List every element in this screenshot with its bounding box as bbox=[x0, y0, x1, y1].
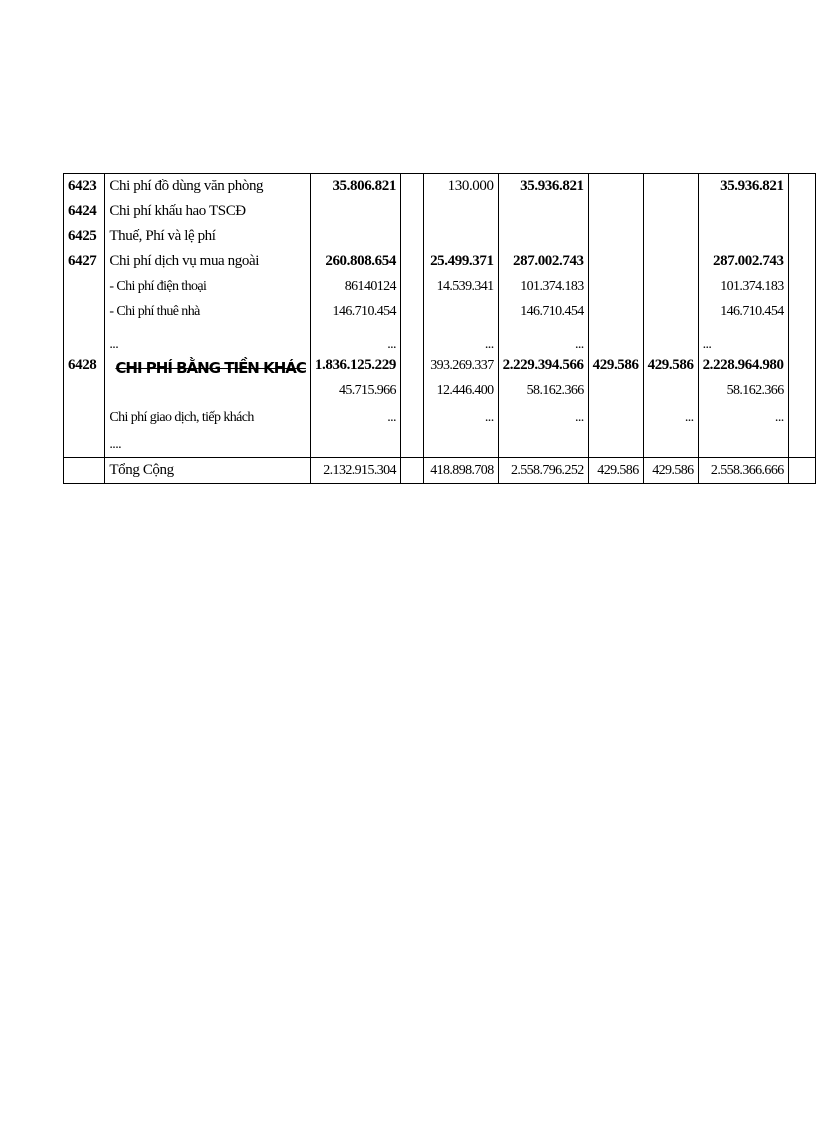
cell-c8 bbox=[788, 274, 815, 299]
table-row bbox=[64, 249, 816, 274]
cell-c3 bbox=[423, 199, 498, 224]
cell-c8 bbox=[788, 249, 815, 274]
account-code bbox=[64, 432, 105, 458]
cell-c4 bbox=[498, 224, 588, 249]
cell-c2 bbox=[400, 403, 423, 432]
cell-c4: ... bbox=[498, 324, 588, 353]
account-code bbox=[64, 299, 105, 324]
account-code: 6427 bbox=[64, 249, 105, 274]
cell-c4: 35.936.821 bbox=[498, 174, 588, 200]
total-row bbox=[64, 458, 816, 484]
cell-c1: 146.710.454 bbox=[310, 299, 400, 324]
account-name: - Chi phí điện thoại bbox=[105, 274, 310, 299]
cell-c5 bbox=[588, 432, 643, 458]
table-row bbox=[64, 199, 816, 224]
table-row bbox=[64, 274, 816, 299]
account-code bbox=[64, 324, 105, 353]
cell-c5: 429.586 bbox=[588, 353, 643, 378]
cell-c5 bbox=[588, 274, 643, 299]
cell-c1 bbox=[310, 199, 400, 224]
cell-c2 bbox=[400, 378, 423, 403]
cell-c4 bbox=[498, 199, 588, 224]
cell-c4: 146.710.454 bbox=[498, 299, 588, 324]
cell-c8 bbox=[788, 403, 815, 432]
cell-c7 bbox=[698, 224, 788, 249]
cell-c4: 2.229.394.566 bbox=[498, 353, 588, 378]
account-code: 6424 bbox=[64, 199, 105, 224]
total-c3: 418.898.708 bbox=[423, 458, 498, 484]
cell-c4: 287.002.743 bbox=[498, 249, 588, 274]
cell-c8 bbox=[788, 353, 815, 378]
account-name: .... bbox=[105, 432, 310, 458]
account-name: Chi phí đồ dùng văn phòng bbox=[105, 174, 310, 200]
account-code: 6428 bbox=[64, 353, 105, 378]
cell-c8 bbox=[788, 299, 815, 324]
cell-c6 bbox=[643, 174, 698, 200]
cell-c7: 287.002.743 bbox=[698, 249, 788, 274]
account-name: Chi phí giao dịch, tiếp khách bbox=[105, 403, 310, 432]
cell-c2 bbox=[400, 353, 423, 378]
cell-c1: 1.836.125.229 bbox=[310, 353, 400, 378]
total-c1: 2.132.915.304 bbox=[310, 458, 400, 484]
total-c5: 429.586 bbox=[588, 458, 643, 484]
cell-c3 bbox=[423, 299, 498, 324]
cell-c1: 260.808.654 bbox=[310, 249, 400, 274]
total-c8 bbox=[788, 458, 815, 484]
total-label: Tổng Cộng bbox=[105, 458, 310, 484]
cell-c4: 101.374.183 bbox=[498, 274, 588, 299]
cell-c6 bbox=[643, 324, 698, 353]
cell-c2 bbox=[400, 274, 423, 299]
account-code bbox=[64, 274, 105, 299]
cell-c7: ... bbox=[698, 403, 788, 432]
cell-c2 bbox=[400, 324, 423, 353]
cell-c5 bbox=[588, 174, 643, 200]
cell-c7: 58.162.366 bbox=[698, 378, 788, 403]
cell-c2 bbox=[400, 432, 423, 458]
account-code: 6425 bbox=[64, 224, 105, 249]
cell-c6 bbox=[643, 378, 698, 403]
table-row bbox=[64, 299, 816, 324]
expense-table-container bbox=[63, 173, 816, 484]
account-code bbox=[64, 458, 105, 484]
cell-c6 bbox=[643, 199, 698, 224]
cell-c3: ... bbox=[423, 403, 498, 432]
cell-c4: ... bbox=[498, 403, 588, 432]
cell-c5 bbox=[588, 224, 643, 249]
cell-c7: 146.710.454 bbox=[698, 299, 788, 324]
expense-table bbox=[63, 173, 816, 484]
cell-c5 bbox=[588, 199, 643, 224]
cell-c1: 35.806.821 bbox=[310, 174, 400, 200]
cell-c1: ... bbox=[310, 324, 400, 353]
cell-c3: 130.000 bbox=[423, 174, 498, 200]
cell-c5 bbox=[588, 249, 643, 274]
cell-c2 bbox=[400, 174, 423, 200]
cell-c4: 58.162.366 bbox=[498, 378, 588, 403]
cell-c6: 429.586 bbox=[643, 353, 698, 378]
cell-c3: 25.499.371 bbox=[423, 249, 498, 274]
cell-c3: 12.446.400 bbox=[423, 378, 498, 403]
cell-c6 bbox=[643, 299, 698, 324]
cell-c3: 393.269.337 bbox=[423, 353, 498, 378]
cell-c7 bbox=[698, 199, 788, 224]
cell-c1: 86140124 bbox=[310, 274, 400, 299]
cell-c7: ... bbox=[698, 324, 788, 353]
table-row bbox=[64, 353, 816, 378]
table-row bbox=[64, 324, 816, 353]
cell-c3: 14.539.341 bbox=[423, 274, 498, 299]
table-row bbox=[64, 403, 816, 432]
account-name bbox=[105, 353, 310, 378]
total-c6: 429.586 bbox=[643, 458, 698, 484]
cell-c1: ... bbox=[310, 403, 400, 432]
account-name: - Chi phí thuê nhà bbox=[105, 299, 310, 324]
cell-c2 bbox=[400, 199, 423, 224]
table-row bbox=[64, 174, 816, 200]
cell-c8 bbox=[788, 432, 815, 458]
cell-c3 bbox=[423, 432, 498, 458]
account-code bbox=[64, 403, 105, 432]
total-c2 bbox=[400, 458, 423, 484]
cell-c5 bbox=[588, 299, 643, 324]
account-name bbox=[105, 378, 310, 403]
cell-c3 bbox=[423, 224, 498, 249]
cell-c7: 35.936.821 bbox=[698, 174, 788, 200]
cell-c6 bbox=[643, 224, 698, 249]
cell-c1 bbox=[310, 432, 400, 458]
account-name: Thuế, Phí và lệ phí bbox=[105, 224, 310, 249]
cell-c2 bbox=[400, 249, 423, 274]
cell-c7: 2.228.964.980 bbox=[698, 353, 788, 378]
cell-c5 bbox=[588, 403, 643, 432]
cell-c2 bbox=[400, 299, 423, 324]
strikethrough-title: CHI PHÍ BẰNG TIỀN KHÁC bbox=[115, 359, 306, 377]
account-name: ... bbox=[105, 324, 310, 353]
cell-c1 bbox=[310, 224, 400, 249]
cell-c8 bbox=[788, 174, 815, 200]
cell-c2 bbox=[400, 224, 423, 249]
cell-c8 bbox=[788, 324, 815, 353]
table-row bbox=[64, 432, 816, 458]
cell-c6 bbox=[643, 249, 698, 274]
table-row bbox=[64, 224, 816, 249]
account-code bbox=[64, 378, 105, 403]
table-row bbox=[64, 378, 816, 403]
cell-c6 bbox=[643, 274, 698, 299]
account-name: Chi phí dịch vụ mua ngoài bbox=[105, 249, 310, 274]
account-name: Chi phí khấu hao TSCĐ bbox=[105, 199, 310, 224]
cell-c6: ... bbox=[643, 403, 698, 432]
cell-c7 bbox=[698, 432, 788, 458]
cell-c1: 45.715.966 bbox=[310, 378, 400, 403]
total-c4: 2.558.796.252 bbox=[498, 458, 588, 484]
cell-c3: ... bbox=[423, 324, 498, 353]
cell-c5 bbox=[588, 324, 643, 353]
cell-c7: 101.374.183 bbox=[698, 274, 788, 299]
cell-c6 bbox=[643, 432, 698, 458]
cell-c8 bbox=[788, 199, 815, 224]
cell-c5 bbox=[588, 378, 643, 403]
total-c7: 2.558.366.666 bbox=[698, 458, 788, 484]
cell-c4 bbox=[498, 432, 588, 458]
account-code: 6423 bbox=[64, 174, 105, 200]
cell-c8 bbox=[788, 224, 815, 249]
cell-c8 bbox=[788, 378, 815, 403]
